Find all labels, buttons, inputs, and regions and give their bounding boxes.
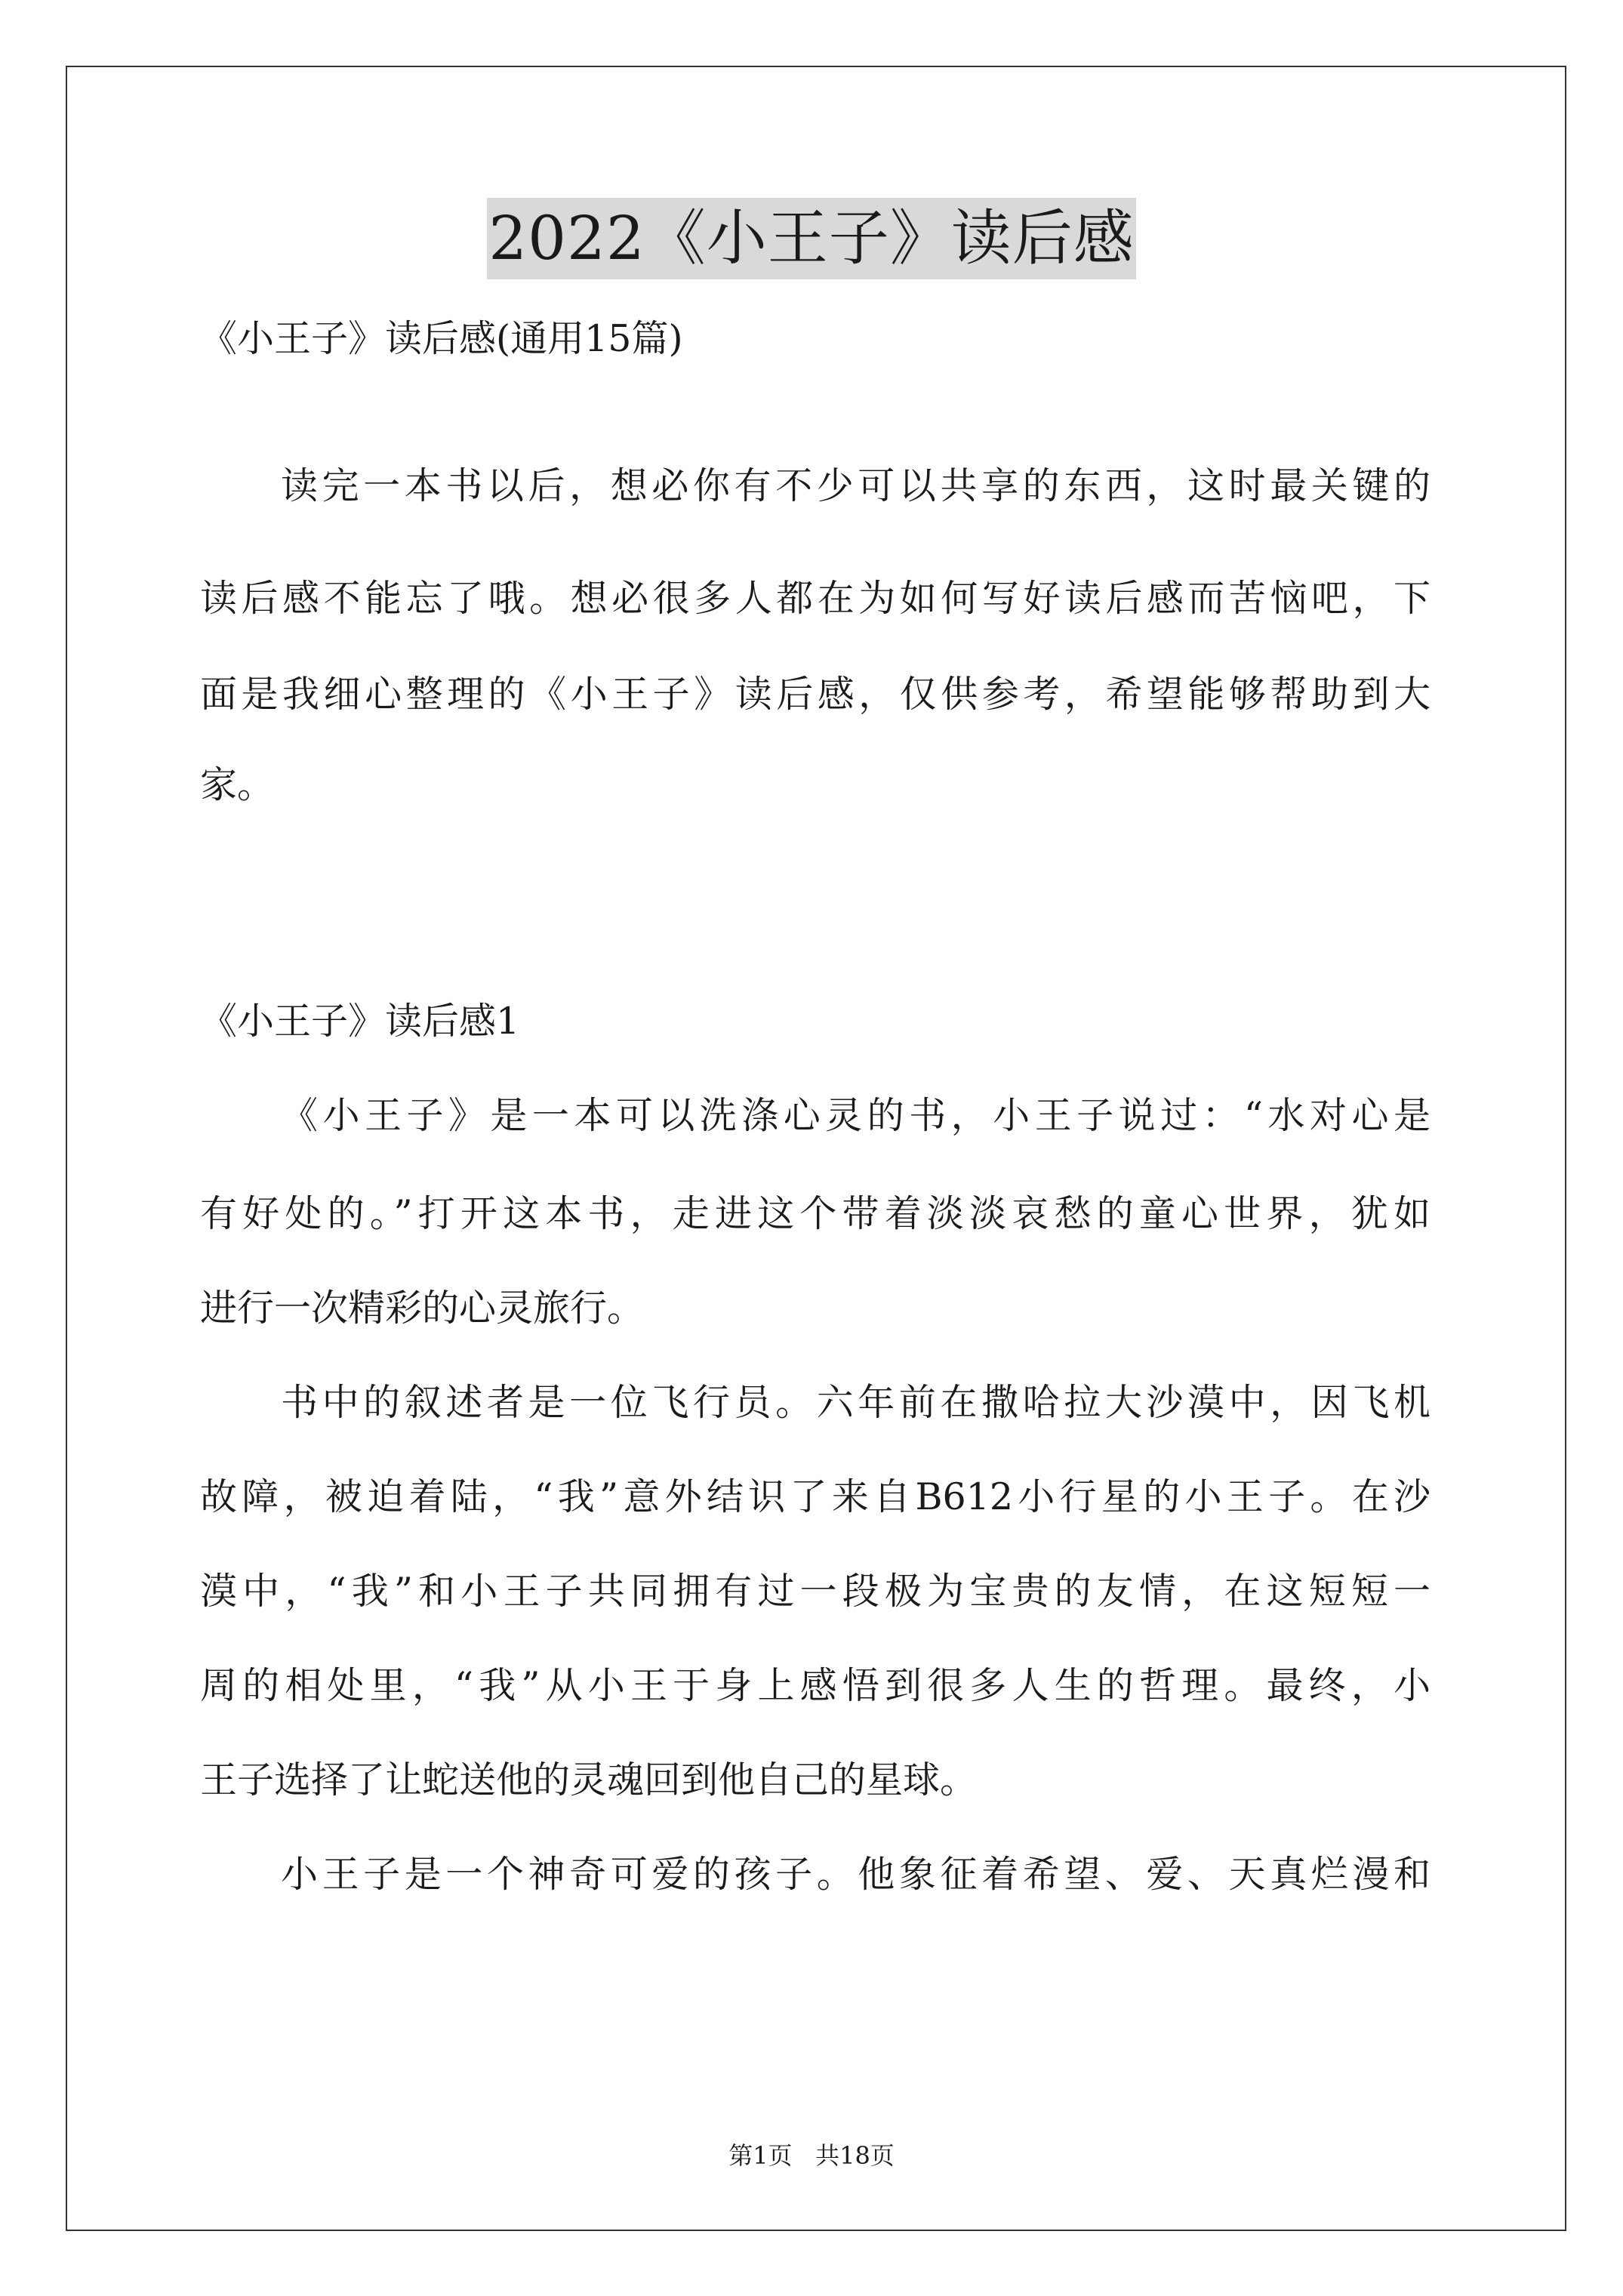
intro-line: 读完一本书以后，想必你有不少可以共享的东西，这时最关键的 [281,464,1431,507]
paragraph-line: 小王子是一个神奇可爱的孩子。他象征着希望、爱、天真烂漫和 [281,1853,1431,1896]
paragraph-line: 书中的叙述者是一位飞行员。六年前在撒哈拉大沙漠中，因飞机 [281,1381,1431,1424]
intro-line: 家。 [200,763,275,806]
paragraph-line: 故障，被迫着陆，“我”意外结识了来自B612小行星的小王子。在沙 [200,1475,1431,1518]
paragraph-line: 有好处的。”打开这本书，走进这个带着淡淡哀愁的童心世界，犹如 [200,1192,1431,1235]
paragraph-line: 王子选择了让蛇送他的灵魂回到他自己的星球。 [200,1758,978,1801]
paragraph-line: 周的相处里，“我”从小王于身上感悟到很多人生的哲理。最终，小 [200,1664,1431,1707]
paragraph-line: 《小王子》是一本可以洗涤心灵的书，小王子说过：“水对心是 [281,1094,1431,1137]
intro-line: 面是我细心整理的《小王子》读后感，仅供参考，希望能够帮助到大 [200,673,1431,716]
document-subtitle: 《小王子》读后感(通用15篇) [200,317,683,360]
page-footer [0,2140,1623,2171]
intro-line: 读后感不能忘了哦。想必很多人都在为如何写好读后感而苦恼吧，下 [200,577,1431,620]
document-title: 2022《小王子》读后感 [487,198,1136,279]
page-border [66,66,1566,2231]
section-heading: 《小王子》读后感1 [200,1000,520,1043]
paragraph-line: 漠中，“我”和小王子共同拥有过一段极为宝贵的友情，在这短短一 [200,1570,1431,1613]
paragraph-line: 进行一次精彩的心灵旅行。 [200,1287,645,1330]
page-total: 共18页 [815,2141,895,2170]
title-container [0,198,1623,279]
page-number: 第1页 [728,2141,793,2170]
